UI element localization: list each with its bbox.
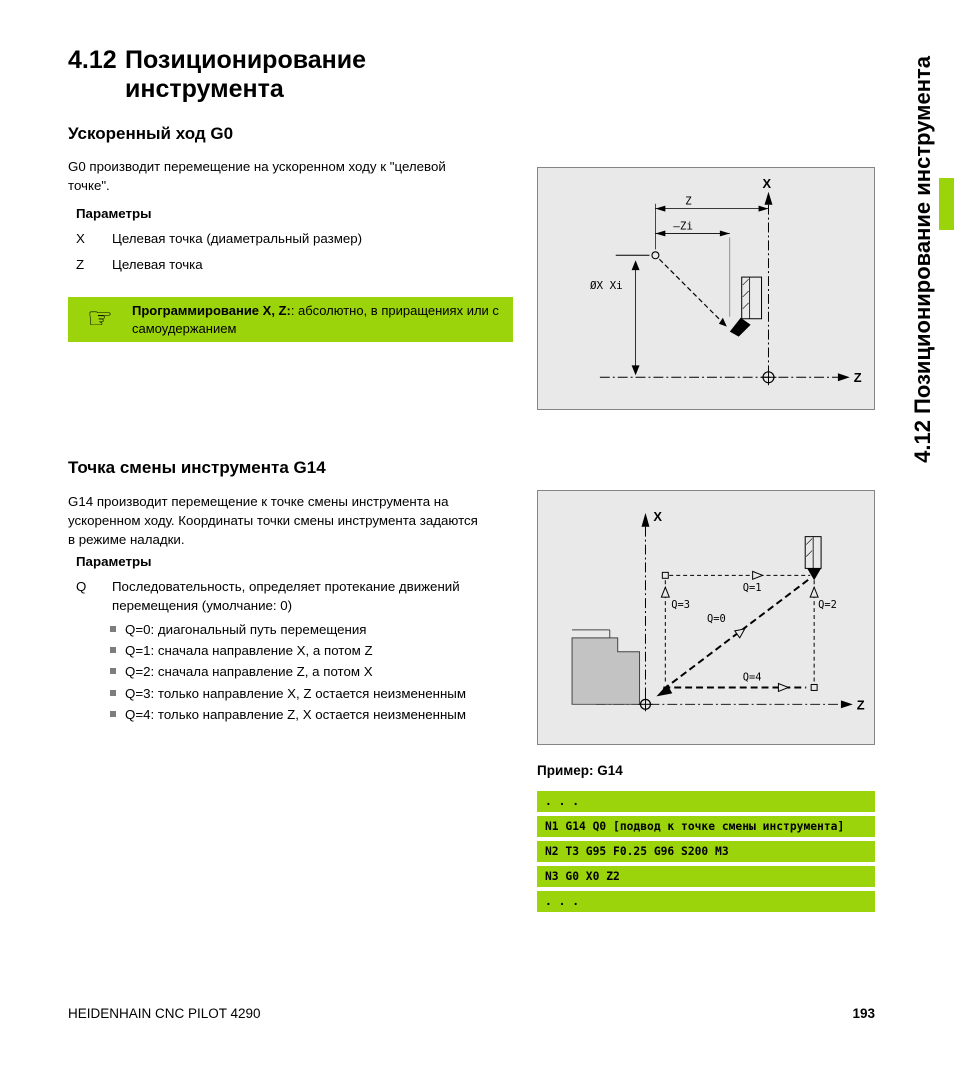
diagram-g14-tool-change — [537, 490, 875, 745]
bullet-icon — [110, 626, 116, 632]
param-desc: Целевая точка — [112, 256, 203, 272]
g14-x-axis-label: X — [653, 508, 663, 524]
g14-chuck — [572, 638, 639, 704]
page-title — [68, 46, 460, 105]
g14-start-insert — [656, 684, 672, 696]
g14-q2-label: Q=2 — [818, 599, 837, 612]
params-heading-g0: Параметры — [76, 206, 152, 221]
bullet-icon — [110, 668, 116, 674]
q-option-text: Q=1: сначала направление X, а потом Z — [125, 643, 373, 659]
g0-x-axis-arrow — [765, 192, 773, 205]
g0-tool-insert — [730, 318, 751, 337]
g14-x-axis-arrow — [642, 513, 650, 527]
note-text — [132, 302, 503, 337]
pointing-hand-icon: ☞ — [87, 303, 113, 336]
bullet-icon — [110, 647, 116, 653]
q-option-text: Q=3: только направление X, Z остается неизмененным — [125, 685, 466, 701]
g14-z-axis-label: Z — [856, 697, 865, 713]
bullet-icon — [110, 690, 116, 696]
list-item — [110, 622, 530, 638]
list-item — [110, 686, 530, 702]
code-line: . . . — [537, 791, 875, 812]
note-rest: : абсолютно, в приращениях или с самоудержанием — [132, 303, 499, 336]
g14-q1-label: Q=1 — [742, 582, 762, 595]
chapter-sidebar-title: 4.12 Позиционирование инструмента — [910, 56, 935, 463]
example-code-block — [537, 791, 875, 916]
g14-tool-insert — [807, 568, 821, 580]
q-options-list — [110, 622, 530, 728]
g0-z-axis-label: Z — [853, 370, 862, 386]
chapter-tab-marker — [939, 178, 954, 230]
code-line: N2 T3 G95 F0.25 G96 S200 M3 — [537, 841, 875, 862]
section-title: Позиционирование инструмента — [125, 46, 367, 104]
programming-note — [68, 297, 513, 342]
list-item — [110, 643, 530, 659]
param-key: Q — [76, 579, 87, 594]
code-line: N1 G14 Q0 [подвод к точке смены инструмента] — [537, 816, 875, 837]
heading-g14: Точка смены инструмента G14 — [68, 458, 326, 477]
intro-g0: G0 производит перемещение на ускоренном ходу к "целевой точке". — [68, 159, 446, 193]
g14-q4-label: Q=4 — [742, 671, 762, 684]
params-g0 — [76, 230, 521, 282]
diagram-g0-rapid-traverse — [537, 167, 875, 410]
list-item — [110, 664, 530, 680]
page-number: 193 — [852, 1006, 875, 1021]
param-desc: Последовательность, определяет протекание движений перемещения (умолчание: 0) — [112, 579, 460, 613]
heading-g0: Ускоренный ход G0 — [68, 124, 234, 143]
params-heading-g14: Параметры — [76, 554, 152, 569]
example-heading: Пример: G14 — [537, 763, 623, 778]
intro-g14: G14 производит перемещение к точке смены инструмента на ускоренном ходу. Координаты точки смены инструмента задаются в режиме наладки. — [68, 494, 478, 547]
param-row-q — [76, 578, 521, 616]
g0-z-axis-arrow — [838, 373, 850, 381]
g0-dim-zi-label: –Zi — [673, 219, 693, 233]
g14-q0-label: Q=0 — [706, 612, 726, 625]
g0-x-axis-label: X — [762, 175, 772, 191]
section-number: 4.12 — [68, 46, 117, 74]
params-g14 — [76, 578, 521, 623]
param-row-x — [76, 230, 521, 249]
g0-dim-x-label: ØX Xi — [589, 278, 623, 292]
q-option-text: Q=4: только направление Z, X остается неизмененным — [125, 706, 466, 722]
param-key: X — [76, 231, 85, 246]
g14-z-axis-arrow — [841, 700, 853, 708]
param-desc: Целевая точка (диаметральный размер) — [112, 231, 363, 246]
param-row-z — [76, 256, 521, 275]
g14-q3-label: Q=3 — [671, 599, 691, 612]
q-option-text: Q=0: диагональный путь перемещения — [125, 622, 367, 637]
param-key: Z — [76, 256, 85, 272]
g0-rapid-path — [659, 259, 721, 321]
bullet-icon — [110, 711, 116, 717]
footer-manual-name: HEIDENHAIN CNC PILOT 4290 — [68, 1006, 261, 1021]
code-line: N3 G0 X0 Z2 — [537, 866, 875, 887]
q-option-text: Q=2: сначала направление Z, а потом X — [125, 664, 373, 680]
g0-dim-z-label: Z — [685, 194, 692, 208]
note-bold: Программирование X, Z: — [132, 303, 291, 318]
g0-start-point — [652, 252, 659, 259]
code-line: . . . — [537, 891, 875, 912]
list-item — [110, 707, 530, 723]
